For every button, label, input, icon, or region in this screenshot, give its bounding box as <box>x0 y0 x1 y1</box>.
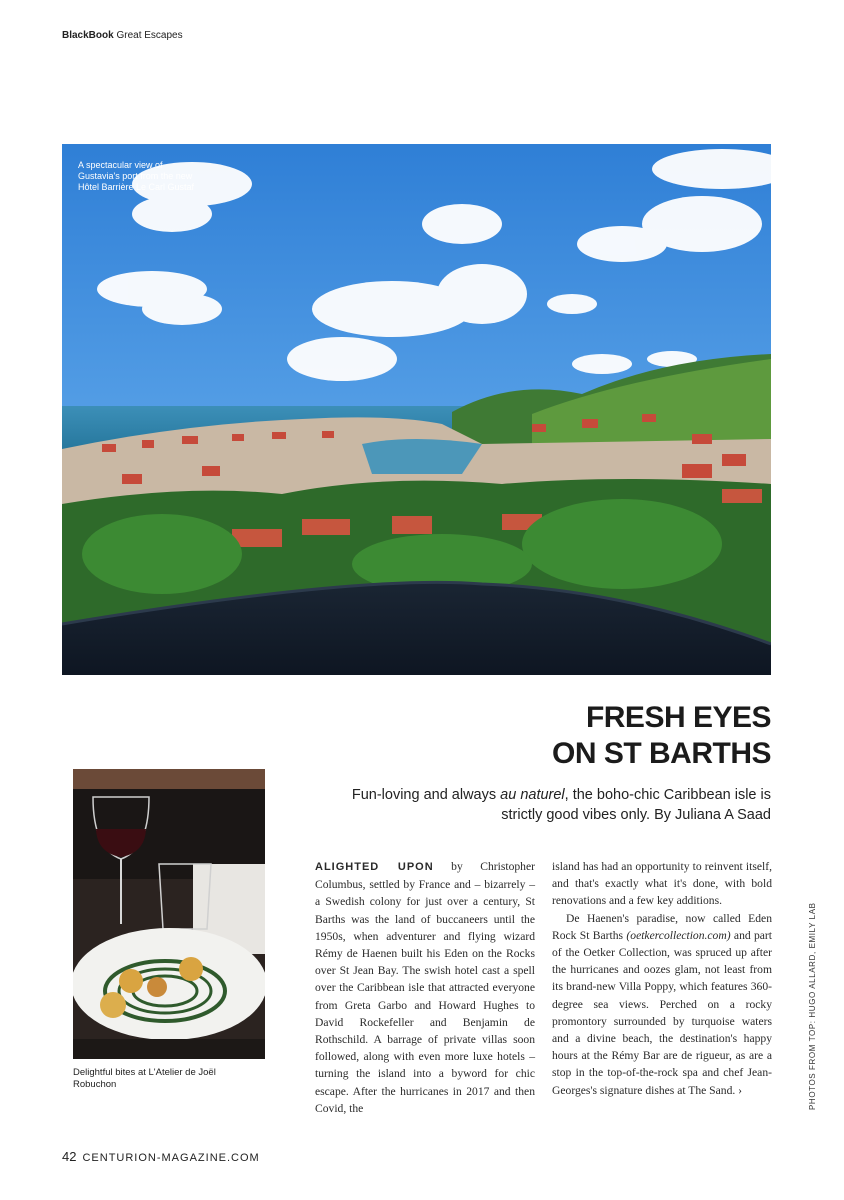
hero-caption: A spectacular view of Gustavia's port from the new Hôtel Barrière Le Carl Gustaf <box>78 160 195 192</box>
paragraph: island has had an opportunity to reinvent itself, and that's exactly what it's done, with bold renovations and a few key additions. <box>552 860 772 908</box>
running-header <box>62 30 183 41</box>
paragraph <box>552 910 772 1099</box>
body-column-1 <box>315 858 535 1117</box>
photo-credit: PHOTOS FROM TOP: HUGO ALLARD, EMILY LAB <box>808 902 817 1110</box>
paragraph <box>315 858 535 1117</box>
page-footer <box>62 1149 260 1164</box>
standfirst-byline: , the boho-chic Caribbean isle is strictly good vibes only. By Juliana A Saad <box>501 787 771 823</box>
standfirst-text: Fun-loving and always <box>351 787 501 803</box>
hotel-website: (oetkercollection.com) <box>626 928 731 942</box>
site-url: CENTURION-MAGAZINE.COM <box>82 1152 260 1164</box>
title-line-1: FRESH EYES <box>585 701 771 734</box>
paragraph-text: by Christopher Columbus, settled by France and – bizarrely – a Swedish colony for just over a century, St Barths was the land of buccaneers until the 1950s, when adventurer and flying wizard Rémy de Haenen built his Eden on the Rocks over St Jean Bay. The swish hotel cast a spell over the Caribbean isle that attracted everyone from Greta Garbo and Howard Hughes to David Rockefeller and Benjamin de Rothschild. A barrage of private villas soon followed, along with even more luxe hotels – turning the island into a byword for chic escape. After the hurricanes in 2017 and then Covid, the <box>315 860 535 1115</box>
section-name: BlackBook <box>62 30 114 41</box>
hero-photo <box>62 144 771 675</box>
gustavia-port-image <box>62 144 771 675</box>
robuchon-dish-image <box>73 769 265 1059</box>
body-column-2 <box>552 858 772 1099</box>
title-line-2: ON ST BARTHS <box>552 737 771 770</box>
subsection-name: Great Escapes <box>116 30 183 41</box>
page-number: 42 <box>62 1149 77 1164</box>
food-caption: Delightful bites at L'Atelier de Joël Robuchon <box>73 1067 216 1090</box>
lead-in: ALIGHTED UPON <box>315 861 434 873</box>
paragraph-text: De Haenen's paradise, now called Eden Rock St Barths <box>552 911 772 942</box>
food-photo <box>73 769 265 1059</box>
standfirst-emphasis: au naturel <box>500 787 565 803</box>
article-title <box>552 700 771 772</box>
standfirst <box>331 785 771 825</box>
paragraph-text: and part of the Oetker Collection, was spruced up after the hurricanes and oozes glam, not least from its brand-new Villa Poppy, which features 360-degree sea views. Perched on a rocky promontory surrounded by turquoise waters and a divine beach, the destination's happy hours at the Rémy Bar are de rigueur, as are a stop in the top-of-the-rock spa and chef Jean-Georges's signature dishes at The Sand. › <box>552 928 773 1097</box>
